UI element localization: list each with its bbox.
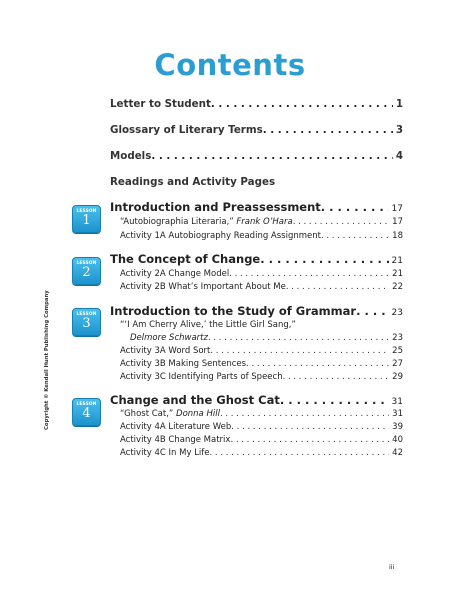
- toc-item[interactable]: [110, 231, 403, 241]
- lesson-badge-1: [72, 205, 101, 233]
- toc-item-page: 18: [392, 231, 403, 241]
- toc-item-title-line: “‘I Am Cherry Alive,’ the Little Girl Sang,”: [120, 320, 296, 330]
- lesson-badge-number: 3: [82, 316, 91, 331]
- toc-item-page: 27: [392, 359, 403, 369]
- dot-leader: [231, 422, 389, 432]
- dot-leader: [210, 346, 389, 356]
- item-author: Frank O’Hara: [236, 217, 293, 227]
- dot-leader: [280, 393, 389, 407]
- lesson-badge-label: LESSON: [76, 261, 97, 266]
- dot-leader: [208, 333, 389, 343]
- toc-item-label: Activity 3A Word Sort: [120, 346, 211, 356]
- toc-item-label: Activity 3C Identifying Parts of Speech: [120, 372, 283, 382]
- dot-leader: [283, 372, 390, 382]
- dot-leader: [293, 217, 389, 227]
- toc-item-page: 17: [392, 217, 403, 227]
- toc-entry-page: 1: [395, 98, 403, 110]
- lesson-heading-page: 21: [391, 256, 403, 266]
- toc-item-label: [110, 409, 220, 419]
- toc-entry-letter[interactable]: [110, 98, 403, 110]
- toc-entry-glossary[interactable]: [110, 124, 403, 136]
- lesson-heading-page: 23: [391, 308, 403, 318]
- lesson-heading-1[interactable]: [110, 200, 403, 214]
- lesson-heading-3[interactable]: [110, 304, 403, 318]
- toc-item-page: 31: [392, 409, 403, 419]
- lesson-badge-number: 1: [82, 213, 91, 228]
- toc-item[interactable]: [110, 409, 403, 419]
- toc-entry-label: Letter to Student: [110, 98, 211, 110]
- dot-leader: [210, 448, 390, 458]
- lesson-heading-label: Change and the Ghost Cat: [110, 393, 280, 407]
- lesson-badge-label: LESSON: [76, 312, 97, 317]
- toc-item[interactable]: [110, 217, 403, 227]
- toc-item[interactable]: [110, 372, 403, 382]
- toc-item[interactable]: [110, 269, 403, 279]
- toc-entry-page: 4: [395, 150, 403, 162]
- toc-item-label: [110, 217, 293, 227]
- toc-item[interactable]: [110, 333, 403, 343]
- lesson-heading-2[interactable]: [110, 252, 403, 266]
- dot-leader: [246, 359, 389, 369]
- toc-entry-page: 3: [395, 124, 403, 136]
- section-heading: Readings and Activity Pages: [110, 176, 276, 188]
- toc-item-page: 42: [392, 448, 403, 458]
- toc-item-page: 25: [392, 346, 403, 356]
- toc-item-page: 39: [392, 422, 403, 432]
- toc-item-page: 22: [392, 282, 403, 292]
- toc-item-page: 40: [392, 435, 403, 445]
- dot-leader: [356, 304, 388, 318]
- toc-item-page: 21: [392, 269, 403, 279]
- dot-leader: [229, 269, 389, 279]
- lesson-heading-page: 17: [391, 204, 403, 214]
- dot-leader: [211, 98, 393, 110]
- page-title: Contents: [154, 48, 306, 82]
- dot-leader: [151, 150, 392, 162]
- toc-item-label: Activity 2A Change Model: [120, 269, 230, 279]
- lesson-heading-page: 31: [391, 397, 403, 407]
- lesson-heading-label: Introduction to the Study of Grammar: [110, 304, 357, 318]
- toc-entry-models[interactable]: [110, 150, 403, 162]
- toc-item-label: Activity 1A Autobiography Reading Assignment: [120, 231, 321, 241]
- toc-item[interactable]: [110, 359, 403, 369]
- toc-entry-label: Models: [110, 150, 152, 162]
- toc-item-label: Activity 4C In My Life: [120, 448, 210, 458]
- lesson-badge-number: 2: [82, 265, 91, 280]
- dot-leader: [220, 409, 389, 419]
- dot-leader: [286, 282, 389, 292]
- item-author: Delmore Schwartz: [130, 333, 208, 343]
- dot-leader: [321, 200, 389, 214]
- toc-item-label: [110, 333, 208, 343]
- item-author: Donna Hill: [176, 409, 220, 419]
- toc-item-label: Activity 3B Making Sentences: [120, 359, 247, 369]
- copyright-notice: Copyright © Kendall Hunt Publishing Company: [44, 290, 50, 430]
- item-title: “Autobiographia Literaria,”: [120, 217, 237, 227]
- toc-item-label: Activity 4A Literature Web: [120, 422, 232, 432]
- toc-item[interactable]: [110, 422, 403, 432]
- toc-item-page: 23: [392, 333, 403, 343]
- dot-leader: [230, 435, 389, 445]
- lesson-heading-label: The Concept of Change: [110, 252, 261, 266]
- dot-leader: [260, 252, 388, 266]
- lesson-badge-4: [72, 398, 101, 426]
- dot-leader: [321, 231, 389, 241]
- lesson-heading-4[interactable]: [110, 393, 403, 407]
- toc-item-label: Activity 2B What’s Important About Me: [120, 282, 286, 292]
- lesson-heading-label: Introduction and Preassessment: [110, 200, 321, 214]
- toc-item-label: Activity 4B Change Matrix: [120, 435, 231, 445]
- toc-item[interactable]: [110, 435, 403, 445]
- toc-entry-label: Glossary of Literary Terms: [110, 124, 263, 136]
- lesson-badge-label: LESSON: [76, 209, 97, 214]
- toc-item[interactable]: [110, 282, 403, 292]
- toc-item[interactable]: [110, 448, 403, 458]
- toc-item[interactable]: [110, 346, 403, 356]
- lesson-badge-2: [72, 257, 101, 285]
- page-number: iii: [389, 563, 395, 571]
- dot-leader: [263, 124, 393, 136]
- item-title: “Ghost Cat,”: [120, 409, 177, 419]
- lesson-badge-label: LESSON: [76, 402, 97, 407]
- toc-item-page: 29: [392, 372, 403, 382]
- lesson-badge-3: [72, 308, 101, 336]
- lesson-badge-number: 4: [82, 406, 91, 421]
